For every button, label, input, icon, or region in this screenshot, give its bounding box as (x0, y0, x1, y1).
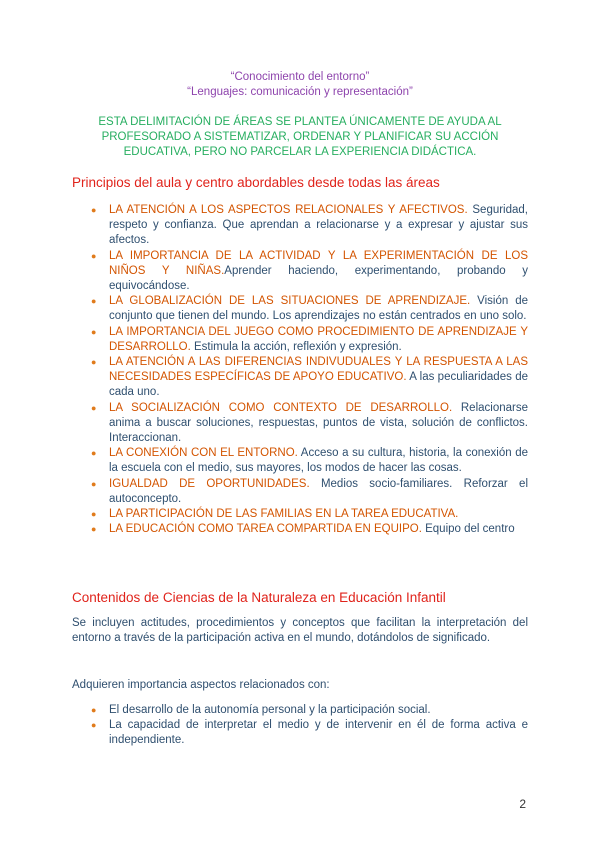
item-description: Seguridad, respeto y confianza. Que aprendan a relacionarse y a expresar y ajustar sus afectos. (109, 204, 528, 247)
item-description: A las peculiaridades de cada uno. (109, 371, 528, 399)
title-line-2: “Lenguajes: comunicación y representación” (187, 86, 413, 98)
contents-list-container (72, 703, 528, 749)
contents-paragraph-2: Adquieren importancia aspectos relacionados con: (72, 679, 330, 691)
list-item (72, 401, 528, 447)
item-highlight: LA CONEXIÓN CON EL ENTORNO. (109, 447, 298, 460)
list-item (72, 294, 528, 324)
item-highlight: LA EDUCACIÓN COMO TAREA COMPARTIDA EN EQUIPO. (109, 523, 422, 536)
list-item (72, 355, 528, 401)
list-item (72, 325, 528, 355)
section-heading-contents: Contenidos de Ciencias de la Naturaleza en Educación Infantil (72, 590, 446, 605)
bullet-icon: ● (91, 448, 97, 459)
list-item (72, 507, 528, 522)
bullet-icon: ● (91, 478, 97, 489)
list-item (72, 249, 528, 295)
bullet-icon: ● (91, 720, 97, 731)
item-description: Estimula la acción, reflexión y expresión. (190, 340, 402, 353)
item-highlight: LA ATENCIÓN A LOS ASPECTOS RELACIONALES Y AFECTIVOS. (109, 204, 468, 216)
item-description: Medios socio-familiares. Reforzar el autoconcepto. (109, 477, 528, 505)
page-number: 2 (519, 797, 526, 811)
section-heading-principles: Principios del aula y centro abordables desde todas las áreas (72, 175, 440, 190)
bullet-icon: ● (91, 524, 97, 535)
bullet-icon: ● (91, 509, 97, 520)
list-item (72, 522, 528, 537)
notice-block (72, 115, 528, 160)
bullet-icon: ● (91, 205, 97, 215)
principles-list-container (72, 203, 528, 537)
item-highlight: LA SOCIALIZACIÓN COMO CONTEXTO DE DESARROLLO. (109, 401, 453, 414)
title-line-1: “Conocimiento del entorno” (230, 71, 370, 83)
list-item (72, 477, 528, 507)
item-description: Relacionarse anima a buscar soluciones, respuestas, puntos de vista, solución de conflictos. Interaccionan. (109, 401, 528, 445)
item-description: Aprender haciendo, experimentando, probando y equivocándose. (109, 264, 528, 293)
item-description: Equipo del centro (421, 523, 515, 536)
item-highlight: LA ATENCIÓN A LAS DIFERENCIAS INDIVUDUALES Y LA RESPUESTA A LAS NECESIDADES ESPECÍFICAS DE APOYO EDUCATIVO. (109, 356, 528, 384)
bullet-icon: ● (91, 250, 97, 261)
contents-paragraph-1: Se incluyen actitudes, procedimientos y conceptos que facilitan la interpretación del entorno a través de la participación activa en el mundo, dotándolos de significado. (72, 617, 528, 645)
bullet-icon: ● (91, 705, 97, 715)
item-description: Acceso a su cultura, historia, la conexión de la escuela con el medio, sus mayores, los modos de hacer las cosas. (109, 447, 528, 475)
item-highlight: LA PARTICIPACIÓN DE LAS FAMILIAS EN LA TAREA EDUCATIVA. (109, 508, 459, 521)
title-block (72, 70, 528, 100)
principles-list (72, 203, 528, 537)
item-highlight: LA GLOBALIZACIÓN DE LAS SITUACIONES DE APRENDIZAJE. (109, 295, 471, 308)
list-item (72, 718, 528, 748)
contents-list (72, 703, 528, 749)
bullet-icon: ● (91, 326, 97, 337)
item-highlight: LA IMPORTANCIA DEL JUEGO COMO PROCEDIMIENTO DE APRENDIZAJE Y DESARROLLO. (109, 325, 528, 353)
list-item (72, 203, 528, 249)
item-highlight: LA IMPORTANCIA DE LA ACTIVIDAD Y LA EXPERIMENTACIÓN DE LOS NIÑOS Y NIÑAS. (109, 249, 528, 277)
notice-line-1: ESTA DELIMITACIÓN DE ÁREAS SE PLANTEA ÚNICAMENTE DE AYUDA AL (98, 116, 502, 128)
item-text: La capacidad de interpretar el medio y de intervenir en él de forma activa e independiente. (109, 719, 528, 747)
bullet-icon: ● (91, 357, 97, 368)
list-item (72, 446, 528, 476)
item-text: El desarrollo de la autonomía personal y la participación social. (109, 704, 431, 716)
notice-line-3: EDUCATIVA, PERO NO PARCELAR LA EXPERIENCIA DIDÁCTICA. (123, 146, 477, 158)
bullet-icon: ● (91, 296, 97, 307)
item-description: Visión de conjunto que tienen del mundo. Los aprendizajes no están centrados en uno solo. (109, 295, 528, 323)
item-highlight: IGUALDAD DE OPORTUNIDADES. (109, 477, 310, 490)
bullet-icon: ● (91, 402, 97, 413)
notice-line-2: PROFESORADO A SISTEMATIZAR, ORDENAR Y PLANIFICAR SU ACCIÓN (101, 131, 499, 143)
list-item (72, 703, 528, 718)
